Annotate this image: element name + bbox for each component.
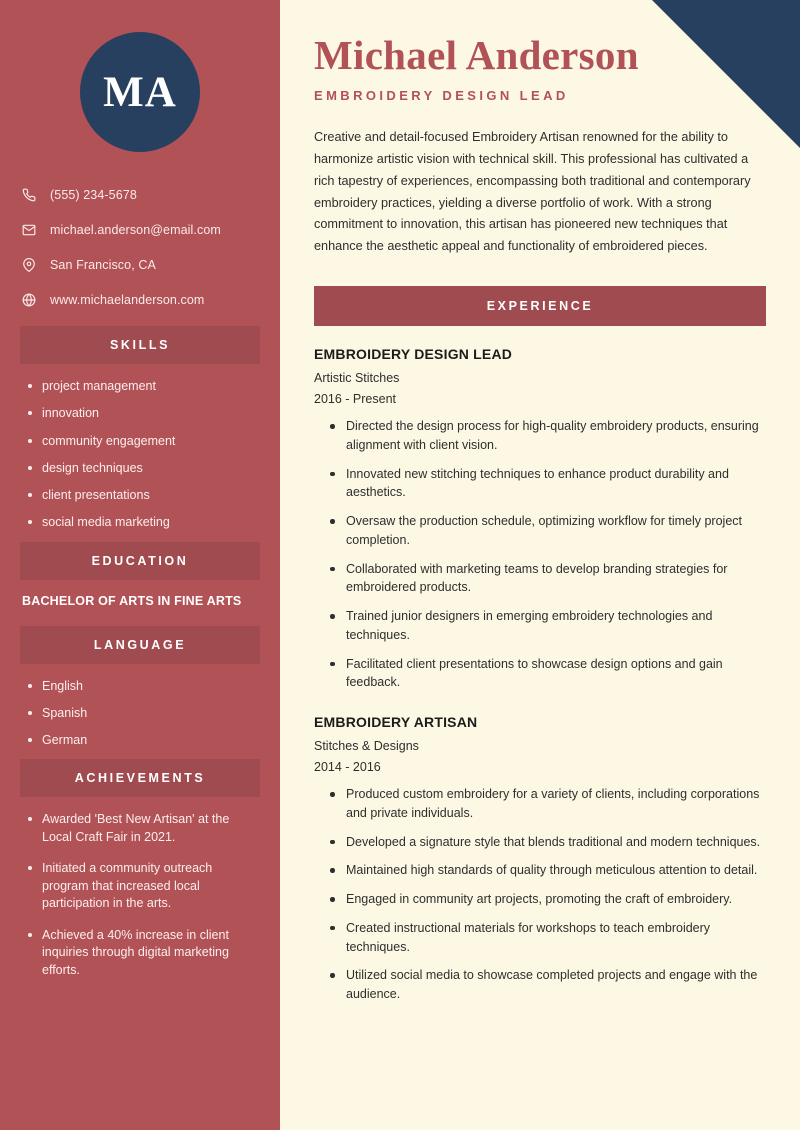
list-item: Awarded 'Best New Artisan' at the Local Craft Fair in 2021. bbox=[26, 811, 260, 846]
list-item: Achieved a 40% increase in client inquiries through digital marketing efforts. bbox=[26, 927, 260, 980]
list-item: Maintained high standards of quality through meticulous attention to detail. bbox=[330, 861, 766, 880]
experience-entry bbox=[314, 346, 766, 692]
phone-icon bbox=[22, 186, 44, 204]
list-item: Produced custom embroidery for a variety of clients, including corporations and private individuals. bbox=[330, 785, 766, 823]
education-degree: BACHELOR OF ARTS IN FINE ARTS bbox=[22, 593, 242, 608]
job-role-subtitle: EMBROIDERY DESIGN LEAD bbox=[314, 88, 569, 104]
list-item: German bbox=[26, 732, 260, 749]
list-item: Utilized social media to showcase completed projects and engage with the audience. bbox=[330, 966, 766, 1004]
contact-item-location bbox=[22, 256, 260, 274]
list-item: Engaged in community art projects, promoting the craft of embroidery. bbox=[330, 890, 766, 909]
experience-dates: 2016 - Present bbox=[314, 392, 396, 407]
contact-item-phone bbox=[22, 186, 260, 204]
list-item: social media marketing bbox=[26, 514, 260, 531]
list-item: project management bbox=[26, 378, 260, 395]
experience-bullets bbox=[314, 417, 766, 692]
skills-list bbox=[20, 378, 260, 532]
language-list bbox=[20, 678, 260, 750]
contact-value-phone: (555) 234-5678 bbox=[50, 188, 137, 202]
section-heading-education: EDUCATION bbox=[20, 542, 260, 580]
experience-title: EMBROIDERY DESIGN LEAD bbox=[314, 346, 513, 363]
experience-company: Stitches & Designs bbox=[314, 739, 419, 754]
profile-summary: Creative and detail-focused Embroidery Artisan renowned for the ability to harmonize artistic vision with technical skill. This professional has cultivated a rich tapestry of experiences, encompassing both traditional and contemporary embroidery practices, yielding a diverse portfolio of work. With a strong commitment to innovation, this artisan has pioneered new techniques that enhance the aesthetic appeal and functionality of embroidered pieces. bbox=[314, 130, 751, 254]
list-item: client presentations bbox=[26, 487, 260, 504]
list-item: Developed a signature style that blends traditional and modern techniques. bbox=[330, 833, 766, 852]
list-item: design techniques bbox=[26, 460, 260, 477]
contact-value-email: michael.anderson@email.com bbox=[50, 223, 221, 237]
section-heading-language: LANGUAGE bbox=[20, 626, 260, 664]
envelope-icon bbox=[22, 221, 44, 239]
list-item: Trained junior designers in emerging embroidery technologies and techniques. bbox=[330, 607, 766, 645]
list-item: Directed the design process for high-quality embroidery products, ensuring alignment with client vision. bbox=[330, 417, 766, 455]
sidebar bbox=[0, 0, 280, 1130]
contact-list bbox=[20, 186, 260, 309]
location-pin-icon bbox=[22, 256, 44, 274]
achievements-list bbox=[20, 811, 260, 979]
list-item: innovation bbox=[26, 405, 260, 422]
contact-item-website bbox=[22, 291, 260, 309]
list-item: Initiated a community outreach program that increased local participation in the arts. bbox=[26, 860, 260, 913]
contact-value-location: San Francisco, CA bbox=[50, 258, 156, 272]
experience-dates: 2014 - 2016 bbox=[314, 760, 381, 775]
experience-entry bbox=[314, 714, 766, 1004]
list-item: community engagement bbox=[26, 433, 260, 450]
avatar-wrapper bbox=[20, 0, 260, 152]
main-content bbox=[280, 0, 800, 1130]
experience-bullets bbox=[314, 785, 766, 1004]
list-item: Collaborated with marketing teams to develop branding strategies for embroidered products. bbox=[330, 560, 766, 598]
list-item: Innovated new stitching techniques to enhance product durability and aesthetics. bbox=[330, 465, 766, 503]
list-item: Created instructional materials for workshops to teach embroidery techniques. bbox=[330, 919, 766, 957]
section-heading-skills: SKILLS bbox=[20, 326, 260, 364]
contact-value-website: www.michaelanderson.com bbox=[50, 293, 205, 307]
list-item: Facilitated client presentations to showcase design options and gain feedback. bbox=[330, 655, 766, 693]
section-heading-experience: EXPERIENCE bbox=[314, 286, 766, 326]
globe-icon bbox=[22, 291, 44, 309]
page-title: Michael Anderson bbox=[314, 32, 639, 78]
section-heading-achievements: ACHIEVEMENTS bbox=[20, 759, 260, 797]
list-item: English bbox=[26, 678, 260, 695]
list-item: Oversaw the production schedule, optimizing workflow for timely project completion. bbox=[330, 512, 766, 550]
experience-company: Artistic Stitches bbox=[314, 371, 400, 386]
list-item: Spanish bbox=[26, 705, 260, 722]
experience-title: EMBROIDERY ARTISAN bbox=[314, 714, 478, 731]
contact-item-email bbox=[22, 221, 260, 239]
avatar: MA bbox=[80, 32, 200, 152]
